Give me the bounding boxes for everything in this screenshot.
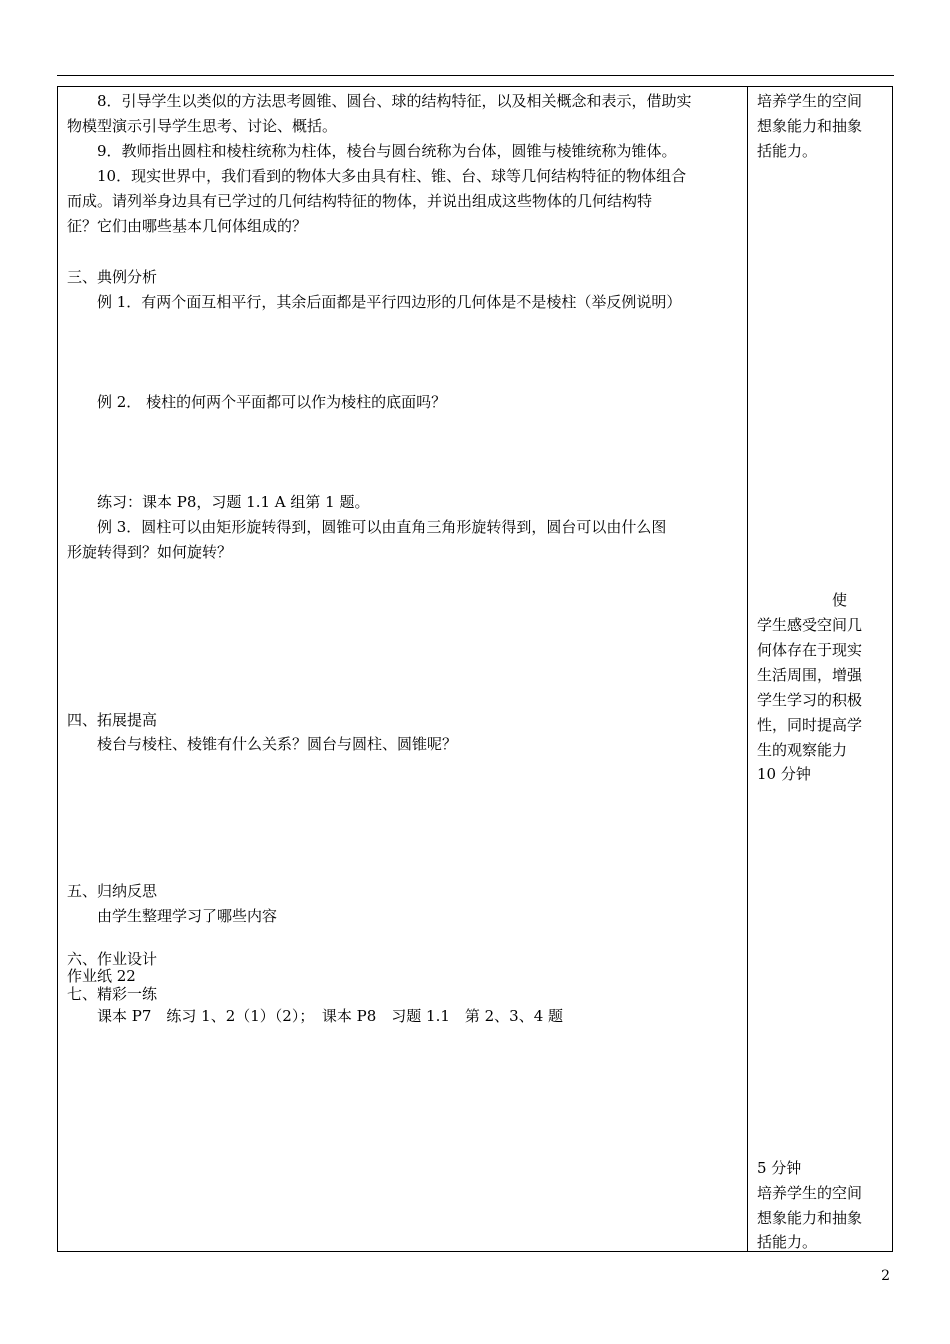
practice-line: 练习：课本 P8，习题 1.1 A 组第 1 题。 — [67, 493, 370, 511]
side-note-2-line-3: 何体存在于现实 — [757, 641, 863, 659]
step-10-line-2: 而成。请列举身边具有已学过的几何结构特征的物体，并说出组成这些物体的几何结构特 — [67, 192, 653, 210]
step-10-line-1: 10．现实世界中，我们看到的物体大多由具有柱、锥、台、球等几何结构特征的物体组合 — [67, 167, 687, 185]
example-1: 例 1．有两个面互相平行，其余后面都是平行四边形的几何体是不是棱柱（举反例说明） — [67, 293, 682, 311]
step-8-line-1: 8．引导学生以类似的方法思考圆锥、圆台、球的结构特征，以及相关概念和表示，借助实 — [67, 92, 692, 110]
time-allocation-2: 5 分钟 — [757, 1159, 802, 1177]
section-heading-reflection: 五、归纳反思 — [67, 882, 158, 900]
section-heading-examples: 三、典例分析 — [67, 268, 158, 286]
side-note-1-line-2: 想象能力和抽象 — [757, 117, 863, 135]
side-note-1-line-3: 括能力。 — [757, 142, 818, 160]
side-note-2-line-7: 生的观察能力 — [757, 741, 848, 759]
side-note-2-line-6: 性，同时提高学 — [757, 716, 863, 734]
side-note-3-line-3: 括能力。 — [757, 1233, 818, 1251]
example-3-line-2: 形旋转得到？如何旋转？ — [67, 543, 233, 561]
step-9-line-1: 9．教师指出圆柱和棱柱统称为柱体，棱台与圆台统称为台体，圆锥与棱锥统称为锥体。 — [67, 142, 677, 160]
header-rule — [57, 75, 894, 76]
side-note-2-line-2: 学生感受空间几 — [757, 616, 863, 634]
homework-text: 作业纸 22 — [67, 967, 136, 985]
exercise-text: 课本 P7 练习 1、2（1）（2）； 课本 P8 习题 1.1 第 2、3、4 题 — [67, 1007, 564, 1025]
reflection-text: 由学生整理学习了哪些内容 — [67, 907, 278, 925]
example-3-line-1: 例 3．圆柱可以由矩形旋转得到，圆锥可以由直角三角形旋转得到，圆台可以由什么图 — [67, 518, 667, 536]
page-number: 2 — [881, 1268, 890, 1284]
step-8-line-2: 物模型演示引导学生思考、讨论、概括。 — [67, 117, 338, 135]
extension-question: 棱台与棱柱、棱锥有什么关系？圆台与圆柱、圆锥呢？ — [67, 735, 458, 753]
column-divider — [747, 86, 748, 1252]
section-heading-extension: 四、拓展提高 — [67, 711, 158, 729]
side-note-3-line-1: 培养学生的空间 — [757, 1184, 863, 1202]
side-note-2-line-4: 生活周围，增强 — [757, 666, 863, 684]
time-allocation-1: 10 分钟 — [757, 765, 811, 783]
side-note-2-line-1: 使 — [757, 591, 848, 609]
side-note-3-line-2: 想象能力和抽象 — [757, 1209, 863, 1227]
side-note-2-line-5: 学生学习的积极 — [757, 691, 863, 709]
section-heading-homework: 六、作业设计 — [67, 950, 158, 968]
section-heading-exercise: 七、精彩一练 — [67, 985, 158, 1003]
example-2: 例 2． 棱柱的何两个平面都可以作为棱柱的底面吗？ — [67, 393, 447, 411]
side-note-1-line-1: 培养学生的空间 — [757, 92, 863, 110]
step-10-line-3: 征？它们由哪些基本几何体组成的？ — [67, 217, 308, 235]
